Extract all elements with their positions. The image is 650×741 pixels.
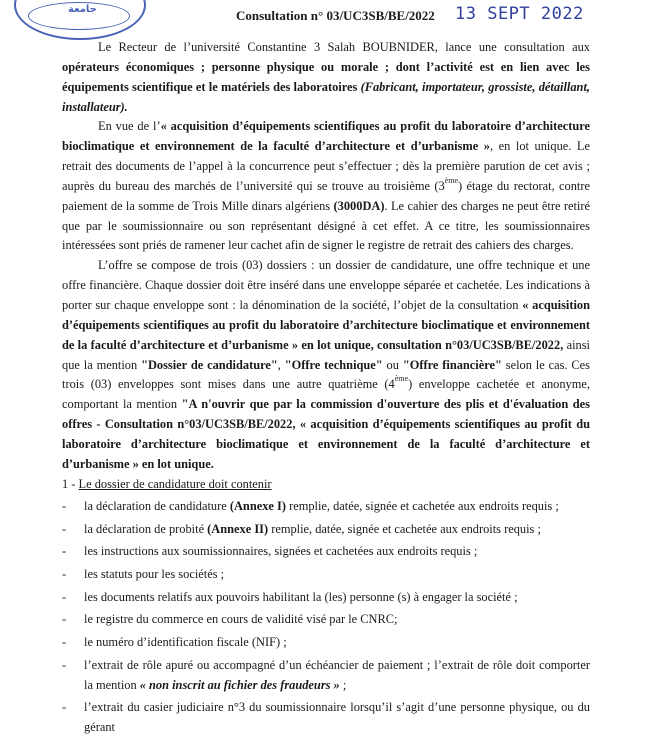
p3-text-c: ainsi que la mention [62,337,590,372]
item1-text-b: (Annexe I) [229,499,286,514]
university-seal [14,0,146,40]
p3-sup: ème [394,374,409,384]
section-number: 1 - [62,476,79,491]
p3-text-d: "Dossier de candidature" [141,357,278,372]
list-item [62,656,590,696]
item2-text-a: la déclaration de probité [84,521,208,536]
item2-text-b: (Annexe II) [207,521,269,536]
list-item: - les statuts pour les sociétés ; [62,565,590,585]
list-item: - les instructions aux soumissionnaires, signées et cachetées aux endroits requis ; [62,542,590,562]
p2-text-c: , en lot unique. Le retrait des documents de l’appel à la concurrence peut s’effectuer ; dès la première parution de cet avis ; auprès du bureau des marchés de l’université qui se trouve au troisième (3 [62,139,590,193]
list-item: - le numéro d’identification fiscale (NIF) ; [62,633,590,653]
p2-text-f: . Le cahier des charges ne peut être retiré que par le soumissionnaire ou son représentant désigné à cet effet. A ce titre, les soumissionnaires intéressées sont priés de ramener leur cachet afin de signer le registre de retrait des cahiers des charges. [62,198,590,253]
p3-text-b: « acquisition d’équipements scientifiques au profit du laboratoire d’architecture bioclimatique et environnement de la faculté d’architecture et d’urbanisme » en lot unique, consultation n°03/UC3SB/BE/2022, [62,297,590,352]
p2-text-d: ) étage du rectorat, contre paiement de la somme de Trois Mille dinars algériens [62,178,590,213]
list-item [62,520,590,540]
item1-text-c: remplie, datée, signée et cachetée aux endroits requis ; [285,499,559,514]
paragraph-offer [62,256,590,474]
paragraph-intro [62,38,590,117]
p2-text-e: (3000DA) [333,198,385,213]
p3-text-a: L’offre se compose de trois (03) dossiers : un dossier de candidature, une offre technique et une offre financière. Chaque dossier doit être inséré dans une enveloppe séparée et cachetée. Les indications à porter sur chaque enveloppe sont : la dénomination de la société, l’objet de la consultation [62,258,590,312]
p3-text-e: , [277,357,285,372]
p1-text-a: Le Recteur de l’université Constantine 3 Salah BOUBNIDER, lance une consultation aux [98,40,590,54]
p1-text-b: opérateurs économiques ; personne physique ou morale ; dont l’activité est en lien avec les équipements scientifique et le matériels des laboratoires [62,59,590,94]
p1-text-c: (Fabricant, importateur, grossiste, détaillant, installateur). [62,79,590,114]
university-seal-text: جامعة [68,4,97,15]
item8-text-c: ; [339,677,347,692]
list-item [62,497,590,517]
p3-text-i: selon le cas. Ces trois (03) enveloppes sont mises dans une autre quatrième (4 [62,357,590,392]
list-item: - l’extrait du casier judiciaire n°3 du soumissionnaire lorsqu’il s’agit d’une personne physique, ou du gérant [62,698,590,738]
p2-sup: ème [444,175,458,185]
p3-text-j: ) enveloppe cachetée et anonyme, comportant la mention [62,377,590,412]
section-title: Le dossier de candidature doit contenir [78,476,272,491]
candidature-list [62,497,590,738]
paragraph-object [62,117,590,256]
p3-text-g: ou [382,357,403,372]
document-body [62,38,590,741]
p3-text-k: "A n'ouvrir que par la commission d'ouverture des plis et d'évaluation des offres - Consultation n°03/UC3SB/BE/2022, « acquisition d’équipements scientifiques au profit du laboratoire d’architecture bioclimatique et environnement de la faculté d’architecture et d’urbanisme » en lot unique. [62,397,591,471]
item1-text-a: la déclaration de candidature [84,499,230,514]
p2-text-a: En vue de l’ [98,119,161,134]
section-heading [62,475,590,495]
item8-text-b: « non inscrit au fichier des fraudeurs » [139,677,340,692]
item2-text-c: remplie, datée, signée et cachetée aux endroits requis ; [268,521,541,536]
item8-text-a: l’extrait de rôle apuré ou accompagné d’un échéancier de paiement ; l’extrait de rôle doit comporter la mention [84,657,590,692]
p3-text-h: "Offre financière" [402,357,502,372]
consultation-number: Consultation n° 03/UC3SB/BE/2022 [236,8,435,23]
list-item: - les documents relatifs aux pouvoirs habilitant la (les) personne (s) à engager la société ; [62,588,590,608]
date-stamp: 13 SEPT 2022 [455,4,584,24]
list-item: - le registre du commerce en cours de validité visé par le CNRC; [62,610,590,630]
p3-text-f: "Offre technique" [284,357,383,372]
p2-text-b: « acquisition d’équipements scientifiques au profit du laboratoire d’architecture bioclimatique et environnement de la faculté d’architecture et d’urbanisme » [62,119,590,154]
